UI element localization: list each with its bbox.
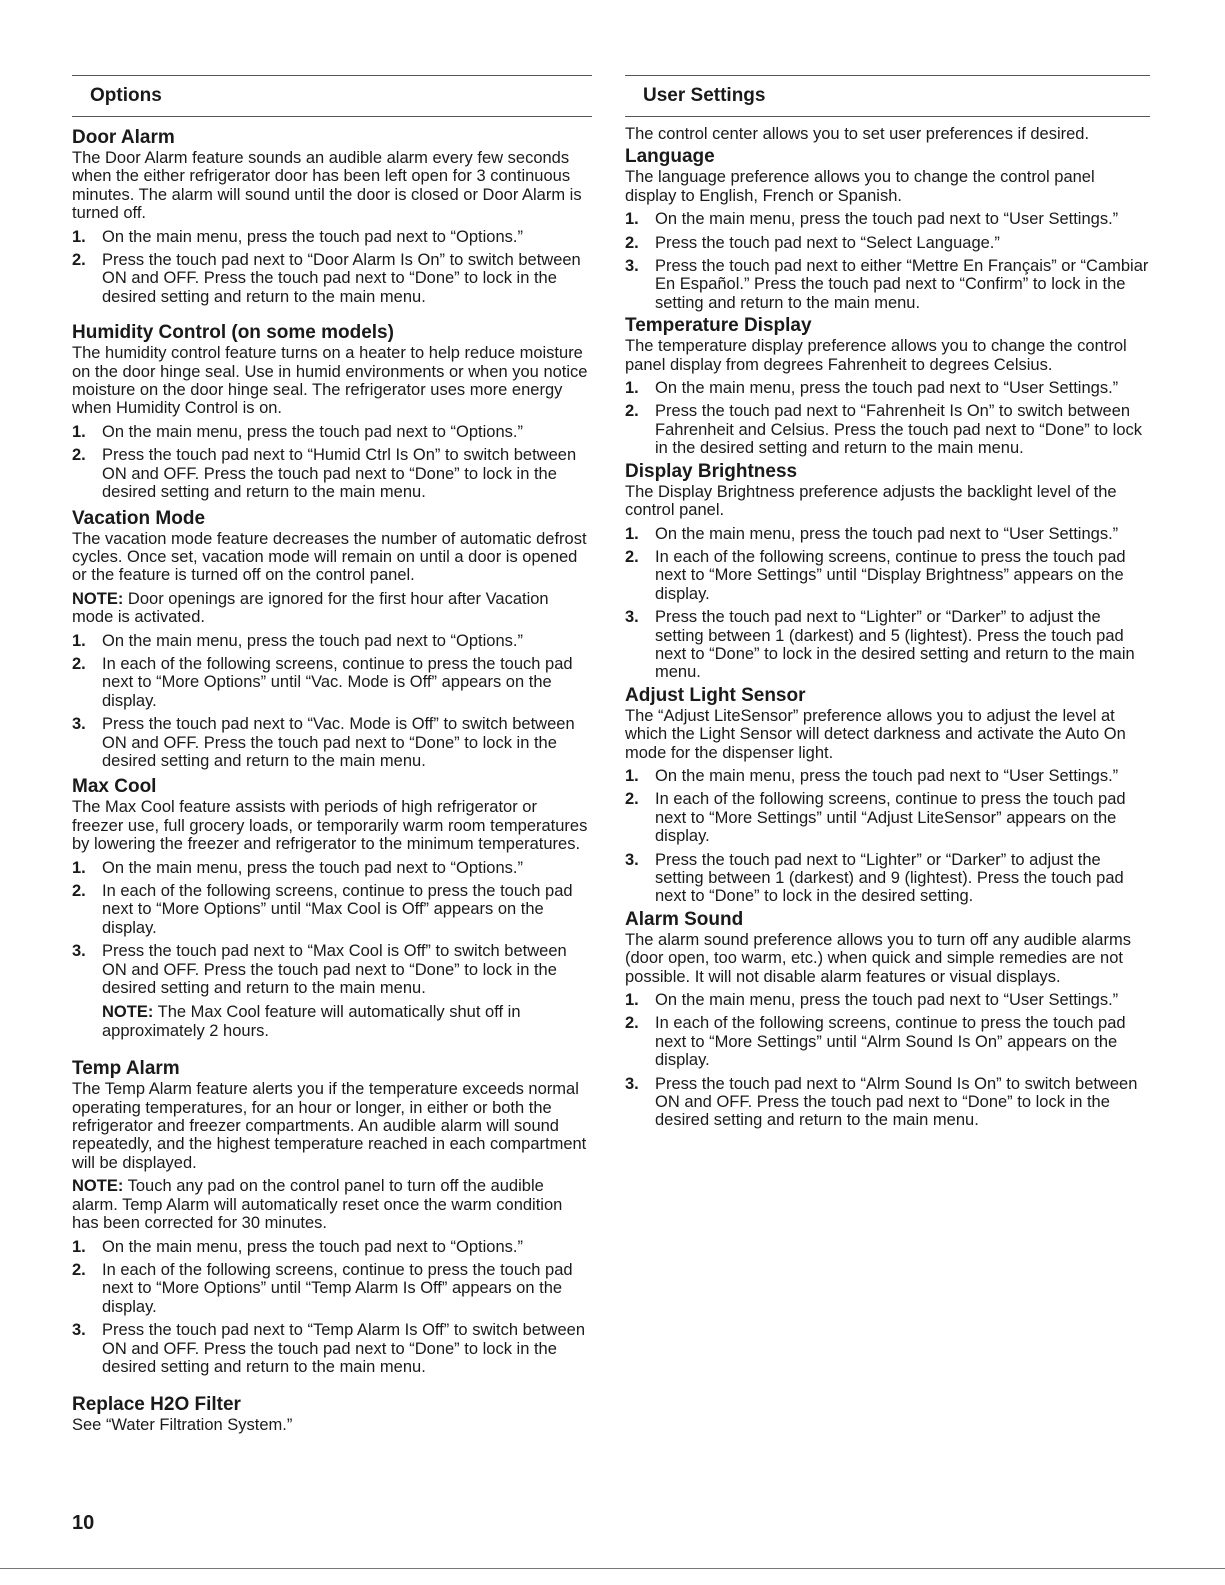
vacation-body: The vacation mode feature decreases the number of automatic defrost cycles. Once set, vacation mode will remain on until a door is opened or the feature is turned off on the control panel.	[72, 529, 587, 585]
door-alarm-section	[72, 127, 592, 306]
temp-alarm-title: Temp Alarm	[72, 1058, 180, 1080]
vacation-title: Vacation Mode	[72, 507, 206, 529]
page-divider	[0, 1568, 1225, 1569]
options-column	[72, 75, 592, 1435]
list-item: 2. Press the touch pad next to “Door Alarm Is On” to switch between ON and OFF. Press the touch pad next to “Done” to lock in the desired setting and return to the main menu.	[72, 251, 581, 306]
page-number: 10	[72, 1512, 95, 1534]
language-title: Language	[625, 146, 715, 168]
list-item: 2. In each of the following screens, continue to press the touch pad next to “More Options” until “Vac. Mode is Off” appears on the display.	[72, 654, 573, 710]
user-settings-intro: The control center allows you to set user preferences if desired.	[625, 125, 1090, 143]
light-sensor-section	[625, 685, 1150, 906]
brightness-body: The Display Brightness preference adjusts the backlight level of the control panel.	[625, 482, 1117, 520]
replace-filter-body: See “Water Filtration System.”	[72, 1416, 293, 1435]
user-settings-column	[625, 75, 1150, 1130]
light-sensor-title: Adjust Light Sensor	[625, 684, 806, 706]
replace-filter-title: Replace H2O Filter	[72, 1394, 241, 1416]
light-sensor-body: The “Adjust LiteSensor” preference allows you to adjust the level at which the Light Sensor will detect darkness and activate the Auto On mode for the dispenser light.	[625, 706, 1126, 762]
language-body: The language preference allows you to change the control panel display to English, French or Spanish.	[625, 168, 1095, 205]
temp-alarm-section	[72, 1058, 592, 1376]
temp-alarm-body: The Temp Alarm feature alerts you if the temperature exceeds normal operating temperatures, for an hour or longer, in either or both the refrigerator and freezer compartments. An audible alarm will sound repeatedly, and the highest temperature reached in each compartment will be displayed.	[72, 1080, 587, 1172]
list-item: 2. In each of the following screens, continue to press the touch pad next to “More Settings” until “Alrm Sound Is On” appears on the display.	[625, 1014, 1126, 1070]
list-item: 1. On the main menu, press the touch pad next to “User Settings.”	[625, 379, 1119, 398]
max-cool-title: Max Cool	[72, 776, 157, 798]
list-item: 2. Press the touch pad next to “Fahrenheit Is On” to switch between Fahrenheit and Celsius. Press the touch pad next to “Done” to lock in the desired setting and return to the main menu.	[625, 402, 1143, 458]
user-settings-heading: User Settings	[625, 75, 1150, 117]
list-item: 1. On the main menu, press the touch pad next to “Options.”	[72, 858, 523, 877]
list-item: 3. Press the touch pad next to “Lighter” or “Darker” to adjust the setting between 1 (darkest) and 9 (lightest). Press the touch pad next to “Done” to lock in the desired setting.	[625, 850, 1124, 906]
door-alarm-title: Door Alarm	[72, 127, 175, 148]
list-item: 3. Press the touch pad next to “Vac. Mode is Off” to switch between ON and OFF. Press the touch pad next to “Done” to lock in the desired setting and return to the main menu.	[72, 715, 575, 770]
list-item: 3. Press the touch pad next to “Lighter” or “Darker” to adjust the setting between 1 (darkest) and 5 (lightest). Press the touch pad next to “Done” to lock in the desired setting and return to the main menu.	[625, 608, 1135, 682]
list-item: 1. On the main menu, press the touch pad next to “User Settings.”	[625, 991, 1119, 1010]
max-cool-body: The Max Cool feature assists with periods of high refrigerator or freezer use, full grocery loads, or temporarily warm room temperatures by lowering the freezer and refrigerator to the minimum temperatures.	[72, 798, 588, 854]
list-item: 1. On the main menu, press the touch pad next to “Options.”	[72, 1237, 523, 1256]
temp-display-title: Temperature Display	[625, 315, 812, 337]
humidity-section	[72, 322, 592, 501]
list-item: 2. Press the touch pad next to “Humid Ctrl Is On” to switch between ON and OFF. Press the touch pad next to “Done” to lock in the desired setting and return to the main menu.	[72, 446, 577, 502]
list-item: 1. On the main menu, press the touch pad next to “Options.”	[72, 422, 523, 441]
list-item: 1. On the main menu, press the touch pad next to “User Settings.”	[625, 766, 1119, 785]
list-item: 3. Press the touch pad next to “Temp Alarm Is Off” to switch between ON and OFF. Press the touch pad next to “Done” to lock in the desired setting and return to the main menu.	[72, 1321, 586, 1376]
vacation-note: NOTE: Door openings are ignored for the first hour after Vacation mode is activated.	[72, 589, 549, 627]
brightness-section	[625, 461, 1150, 682]
list-item: 2. In each of the following screens, continue to press the touch pad next to “More Settings” until “Display Brightness” appears on the display.	[625, 547, 1126, 603]
alarm-sound-title: Alarm Sound	[625, 908, 744, 930]
temp-alarm-note: NOTE: Touch any pad on the control panel to turn off the audible alarm. Temp Alarm will automatically reset once the warm condition has been corrected for 30 minutes.	[72, 1177, 563, 1233]
replace-filter-section	[72, 1394, 592, 1434]
humidity-title: Humidity Control (on some models)	[72, 322, 394, 344]
list-item: 3. Press the touch pad next to “Alrm Sound Is On” to switch between ON and OFF. Press the touch pad next to “Done” to lock in the desired setting and return to the main menu.	[625, 1074, 1138, 1130]
list-item: 1. On the main menu, press the touch pad next to “User Settings.”	[625, 524, 1119, 543]
vacation-section	[72, 508, 592, 771]
language-section	[625, 146, 1150, 312]
humidity-body: The humidity control feature turns on a heater to help reduce moisture on the door hinge seal. Use in humid environments or when you notice moisture on the door hinge seal. The refrigerator uses more energy when Humidity Control is on.	[72, 344, 588, 418]
options-heading: Options	[72, 75, 592, 117]
list-item: 1. On the main menu, press the touch pad next to “User Settings.”	[625, 210, 1119, 229]
max-cool-section	[72, 776, 592, 1040]
list-item: 3. Press the touch pad next to either “Mettre En Français” or “Cambiar En Español.” Press the touch pad next to “Confirm” to lock in the setting and return to the main menu.	[625, 257, 1149, 312]
list-item: 2. Press the touch pad next to “Select Language.”	[625, 233, 1000, 252]
door-alarm-body: The Door Alarm feature sounds an audible alarm every few seconds when the either refrigerator door has been left open for 3 continuous minutes. The alarm will sound until the door is closed or Door Alarm is turned off.	[72, 149, 582, 223]
list-item: 3. Press the touch pad next to “Max Cool is Off” to switch between ON and OFF. Press the touch pad next to “Done” to lock in the desired setting and return to the main menu.	[72, 942, 567, 998]
list-item: 1. On the main menu, press the touch pad next to “Options.”	[72, 227, 523, 246]
max-cool-note: NOTE: The Max Cool feature will automatically shut off in approximately 2 hours.	[102, 1003, 521, 1040]
list-item: 1. On the main menu, press the touch pad next to “Options.”	[72, 631, 523, 650]
alarm-sound-section	[625, 909, 1150, 1130]
temp-display-body: The temperature display preference allows you to change the control panel display from degrees Fahrenheit to degrees Celsius.	[625, 337, 1127, 374]
list-item: 2. In each of the following screens, continue to press the touch pad next to “More Options” until “Max Cool is Off” appears on the display.	[72, 882, 573, 937]
temp-display-section	[625, 315, 1150, 457]
alarm-sound-body: The alarm sound preference allows you to turn off any audible alarms (door open, too warm, etc.) when quick and simple remedies are not possible. It will not disable alarm features or visual displays.	[625, 930, 1131, 986]
list-item: 2. In each of the following screens, continue to press the touch pad next to “More Settings” until “Adjust LiteSensor” appears on the display.	[625, 790, 1126, 846]
list-item: 2. In each of the following screens, continue to press the touch pad next to “More Options” until “Temp Alarm Is Off” appears on the display.	[72, 1260, 573, 1316]
brightness-title: Display Brightness	[625, 460, 798, 482]
